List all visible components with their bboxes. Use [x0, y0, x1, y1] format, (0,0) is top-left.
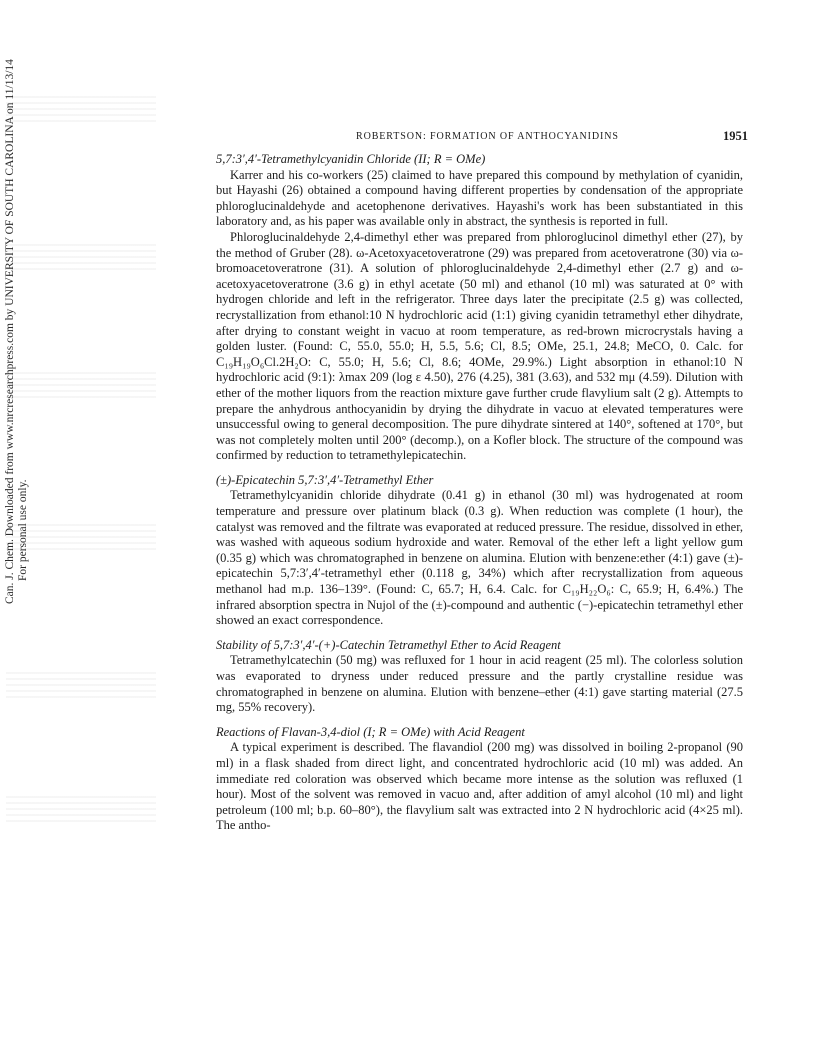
download-watermark — [2, 59, 32, 620]
faded-margin-mark — [6, 668, 156, 698]
paragraph: Tetramethylcatechin (50 mg) was refluxed for 1 hour in acid reagent (25 ml). The colorless solution was evaporated to dryness under reduced pressure and the partly crystalline residue was chromatographed in benzene on alumina. Elution with benzene–ether (4:1) gave starting material (27.5 mg, 55% recovery). — [216, 653, 743, 715]
faded-margin-mark — [6, 792, 156, 822]
section-catechin-stability — [216, 638, 743, 716]
paragraph: Karrer and his co-workers (25) claimed to have prepared this compound by methylation of cyanidin, but Hayashi (26) obtained a compound having different properties by condensation of the appropriate phloroglucinaldehyde and acetophenone derivatives. Hayashi's work has been substantiated in this laboratory and, as his paper was available only in abstract, the synthesis is reported in full. — [216, 167, 743, 229]
article-body — [216, 152, 743, 843]
watermark-line-usage: For personal use only. — [17, 479, 29, 581]
paragraph: A typical experiment is described. The flavandiol (200 mg) was dissolved in boiling 2-propanol (90 ml) in a flask shaded from direct light, and concentrated hydrochloric acid (10 ml) was added. An immediate red coloration was observed which became more intense as the solution was refluxed (1 hour). Most of the solvent was removed in vacuo and, after addition of amyl alcohol (10 ml) and light petroleum (100 ml; b.p. 60–80°), the flavylium salt was extracted into 2 N hydrochloric acid (4×25 ml). The antho- — [216, 740, 743, 833]
section-heading: (±)-Epicatechin 5,7:3′,4′-Tetramethyl Ether — [216, 472, 434, 487]
running-title: ROBERTSON: FORMATION OF ANTHOCYANIDINS — [356, 131, 619, 142]
watermark-line-source: Can. J. Chem. Downloaded from www.nrcresearchpress.com by UNIVERSITY OF SOUTH CAROLINA on 11/13/14 — [4, 59, 16, 604]
section-heading: Stability of 5,7:3′,4′-(+)-Catechin Tetramethyl Ether to Acid Reagent — [216, 637, 561, 652]
section-tetramethylcyanidin-chloride — [216, 152, 743, 464]
paragraph: Tetramethylcyanidin chloride dihydrate (0.41 g) in ethanol (30 ml) was hydrogenated at room temperature and pressure over platinum black (0.3 g). When reduction was complete (1 hour), the catalyst was removed and the filtrate was evaporated at reduced pressure. The residue, dissolved in ether, was washed with aqueous sodium hydroxide and water. Removal of the ether left a light yellow gum (0.35 g) which was chromatographed in benzene on alumina. Elution with benzene:ether (4:1) gave (±)-epicatechin 5,7:3′,4′-tetramethyl ether (0.118 g, 34%) which after recrystallization from aqueous methanol had m.p. 136–139°. (Found: C, 65.7; H, 6.4. Calc. for C₁₉H₂₂O₆: C, 65.9; H, 6.4%.) The infrared absorption spectra in Nujol of the (±)-compound and authentic (−)-epicatechin tetramethyl ether showed an exact correspondence. — [216, 488, 743, 628]
page-header — [216, 129, 748, 145]
page-number: 1951 — [723, 129, 748, 143]
paragraph: Phloroglucinaldehyde 2,4-dimethyl ether was prepared from phloroglucinol dimethyl ether (27), by the method of Gruber (28). ω-Acetoxyacetoveratrone (29) was prepared from acetoveratrone (30) via ω-bromoacetoveratrone (31). A solution of phloroglucinaldehyde 2,4-dimethyl ether (2.7 g) and ω-acetoxyacetoveratrone (3.6 g) in ethyl acetate (50 ml) and ethanol (10 ml) was saturated at 0° with hydrogen chloride and left in the refrigerator. Three days later the precipitate (2.5 g) was collected, recrystallization from ethanol:10 N hydrochloric acid (1:1) giving cyanidin tetramethyl ether dihydrate, after drying to constant weight in vacuo at room temperature, as red-brown microcrystals having a golden luster. (Found: C, 55.0, 55.0; H, 5.5, 5.6; Cl, 8.5; OMe, 25.1, 24.8; MeCO, 0. Calc. for C₁₉H₁₉O₆Cl.2H₂O: C, 55.0; H, 5.6; Cl, 8.6; 4OMe, 29.9%.) Light absorption in ethanol:10 N hydrochloric acid (9:1): λmax 209 (log ε 4.50), 276 (4.25), 381 (3.63), and 532 mμ (4.59). Dilution with ether of the mother liquors from the reaction mixture gave further crude flavylium salt (2 g). Attempts to prepare the anhydrous anthocyanidin by drying the dihydrate in vacuo at elevated temperatures were unsuccessful owing to general decomposition. The pure dihydrate sintered at 140°, softened at 170°, but was not completely molten until 200° (decomp.), on a Kofler block. The structure of the compound was confirmed by reduction to tetramethylepicatechin. — [216, 229, 743, 463]
section-heading: 5,7:3′,4′-Tetramethylcyanidin Chloride (II; R = OMe) — [216, 152, 486, 166]
section-flavandiol-reactions — [216, 725, 743, 834]
faded-margin-mark — [6, 92, 156, 122]
section-heading: Reactions of Flavan-3,4-diol (I; R = OMe) with Acid Reagent — [216, 724, 525, 739]
section-epicatechin-tetramethyl-ether — [216, 473, 743, 629]
